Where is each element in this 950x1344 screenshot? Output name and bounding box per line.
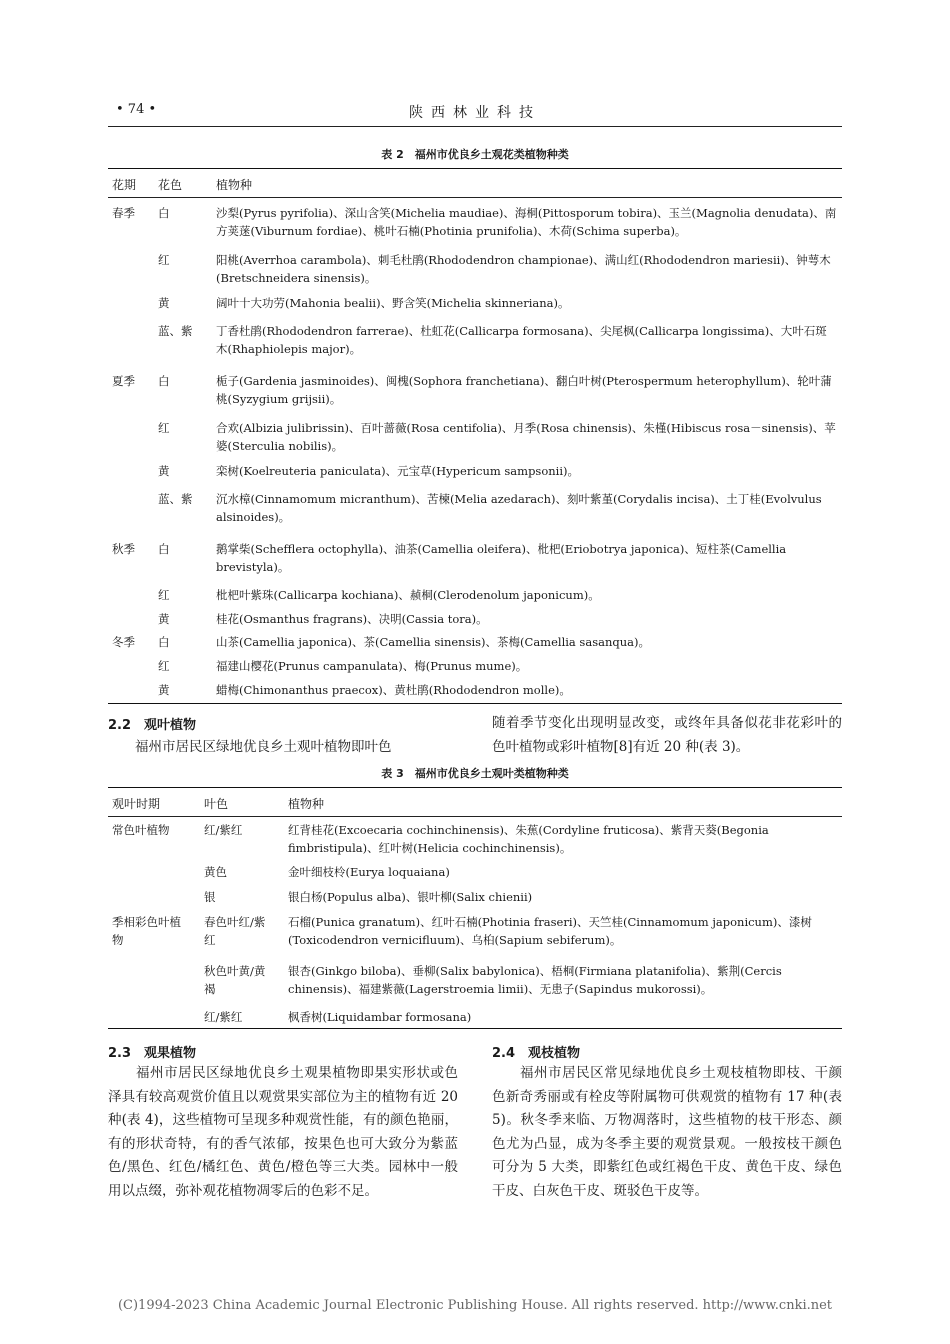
table2-header-color: 花色: [158, 178, 183, 192]
table2-species: 合欢(Albizia julibrissin)、百叶蔷薇(Rosa centifolia)、月季(Rosa chinensis)、朱槿(Hibiscus rosa－sinensis)、苹婆(Sterculia nobilis)。: [216, 421, 836, 453]
table3-header-species: 植物种: [288, 797, 325, 811]
table2-flower-color: 黄: [158, 683, 170, 697]
table2-season: 夏季: [112, 374, 135, 388]
table2-species: 枇杷叶紫珠(Callicarpa kochiana)、赪桐(Clerodenolum japonicum)。: [216, 588, 600, 602]
section-2-3-text: 福州市居民区绿地优良乡土观果植物即果实形状或色泽具有较高观赏价值且以观赏果实部位为主的植物有近 20 种(表 4)，这些植物可呈现多种观赏性能，有的颜色艳丽，有的形状奇特，有的香气浓郁，按果色也可大致分为紫蓝色/黑色、红色/橘红色、黄色/橙色等三大类。园林中一般用以点缀，弥补观花植物凋零后的色彩不足。: [108, 1065, 458, 1199]
table2-flower-color: 蓝、紫: [158, 324, 193, 338]
table3-period: 常色叶植物: [112, 823, 170, 837]
table3-bottom-rule: [108, 1028, 842, 1029]
table2-species: 栀子(Gardenia jasminoides)、闽槐(Sophora franchetiana)、翻白叶树(Pterospermum heterophyllum)、轮叶蒲桃(Syzygium grijsii)。: [216, 374, 832, 406]
table2-species: 沙梨(Pyrus pyrifolia)、深山含笑(Michelia maudiae)、海桐(Pittosporum tobira)、玉兰(Magnolia denudata)、南方荚蒾(Viburnum fordiae)、桃叶石楠(Photinia prunifolia)、木荷(Schima superba)。: [216, 206, 837, 238]
table2-flower-color: 黄: [158, 464, 170, 478]
table2-species: 栾树(Koelreuteria paniculata)、元宝草(Hypericum sampsonii)。: [216, 464, 580, 478]
table2-flower-color: 白: [158, 542, 170, 556]
table3-species: 红背桂花(Excoecaria cochinchinensis)、朱蕉(Cordyline fruticosa)、紫背天葵(Begonia fimbristipula)、红叶树(Helicia cochinchinensis)。: [288, 823, 769, 855]
table3-species: 银白杨(Populus alba)、银叶柳(Salix chienii): [288, 890, 533, 904]
table2-species: 阳桃(Averrhoa carambola)、刺毛杜鹃(Rhododendron championae)、满山红(Rhododendron mariesii)、钟萼木(Bretschneidera sinensis)。: [216, 253, 831, 285]
table2-top-rule: [108, 168, 842, 169]
table2-header-period: 花期: [112, 178, 137, 192]
table3-species: 银杏(Ginkgo biloba)、垂柳(Salix babylonica)、梧桐(Firmiana platanifolia)、紫荆(Cercis chinensis)、福建紫薇(Lagerstroemia limii)、无患子(Sapindus mukorossi)。: [288, 964, 782, 996]
section-2-4-title: 2.4 观枝植物: [492, 1046, 581, 1061]
section-2-3-title: 2.3 观果植物: [108, 1046, 197, 1061]
table2-flower-color: 白: [158, 635, 170, 649]
table3-top-rule: [108, 787, 842, 788]
journal-title: 陕西林业科技: [409, 105, 541, 121]
section-2-2-title: 2.2 观叶植物: [108, 718, 197, 733]
table2-season: 秋季: [112, 542, 135, 556]
table2-flower-color: 白: [158, 374, 170, 388]
table2-species: 蜡梅(Chimonanthus praecox)、黄杜鹃(Rhododendron molle)。: [216, 683, 571, 697]
table2-flower-color: 黄: [158, 612, 170, 626]
section-2-4-text: 福州市居民区常见绿地优良乡土观枝植物即枝、干颜色新奇秀丽或有栓皮等附属物可供观赏的植物有 17 种(表 5)。秋冬季来临、万物凋落时，这些植物的枝干形态、颜色尤为凸显，成为冬季主要的观赏景观。一般按枝干颜色可分为 5 大类，即紫红色或红褐色干皮、黄色干皮、绿色干皮、白灰色干皮、斑驳色干皮等。: [492, 1065, 842, 1199]
table2-season: 冬季: [112, 635, 135, 649]
table3-leaf-color: 红/紫红: [204, 823, 243, 837]
table3-header-color: 叶色: [204, 797, 229, 811]
copyright-footer: (C)1994-2023 China Academic Journal Electronic Publishing House. All rights reserved. http://www.cnki.net: [117, 1298, 833, 1313]
table3-leaf-color: 黄色: [204, 865, 227, 879]
table3-leaf-color: 红/紫红: [204, 1010, 243, 1024]
running-header: [108, 102, 842, 127]
table3-header-period: 观叶时期: [112, 797, 161, 811]
table2-flower-color: 红: [158, 253, 170, 267]
table2-species: 丁香杜鹃(Rhododendron farrerae)、杜虹花(Callicarpa formosana)、尖尾枫(Callicarpa longissima)、大叶石斑木(Rhaphiolepis major)。: [216, 324, 827, 356]
table2-flower-color: 红: [158, 659, 170, 673]
section-2-2-right-text: 随着季节变化出现明显改变，或终年具备似花非花彩叶的色叶植物或彩叶植物[8]有近 20 种(表 3)。: [492, 715, 842, 755]
table3-leaf-color: 银: [204, 890, 216, 904]
table2-caption: 表 2 福州市优良乡土观花类植物种类: [381, 148, 569, 161]
table2-bottom-rule: [108, 703, 842, 704]
table2-flower-color: 红: [158, 421, 170, 435]
table2-species: 福建山樱花(Prunus campanulata)、梅(Prunus mume)。: [216, 659, 528, 673]
table2-flower-color: 蓝、紫: [158, 492, 193, 506]
table3-species: 枫香树(Liquidambar formosana): [288, 1010, 472, 1024]
table2-flower-color: 白: [158, 206, 170, 220]
table2-season: 春季: [112, 206, 135, 220]
table2-species: 沉水樟(Cinnamomum micranthum)、苦楝(Melia azedarach)、刻叶紫堇(Corydalis incisa)、土丁桂(Evolvulus alsinoides)。: [216, 492, 822, 524]
table3-header-rule: [108, 816, 842, 817]
table2-flower-color: 红: [158, 588, 170, 602]
table2-species: 山茶(Camellia japonica)、茶(Camellia sinensis)、茶梅(Camellia sasanqua)。: [216, 635, 650, 649]
table3-period: 季相彩色叶植物: [112, 915, 181, 947]
table3-leaf-color: 秋色叶黄/黄褐: [204, 964, 266, 996]
section-2-2-left-text: 福州市居民区绿地优良乡土观叶植物即叶色: [108, 739, 392, 755]
table2-species: 桂花(Osmanthus fragrans)、决明(Cassia tora)。: [216, 612, 488, 626]
table2-header-rule: [108, 197, 842, 198]
table2-flower-color: 黄: [158, 296, 170, 310]
table2-species: 鹅掌柴(Schefflera octophylla)、油茶(Camellia oleifera)、枇杷(Eriobotrya japonica)、短柱茶(Camellia brevistyla)。: [216, 542, 787, 574]
table3-caption: 表 3 福州市优良乡土观叶类植物种类: [381, 767, 569, 780]
table3-species: 金叶细枝柃(Eurya loquaiana): [288, 865, 450, 879]
page-number: • 74 •: [116, 102, 157, 117]
table3-species: 石榴(Punica granatum)、红叶石楠(Photinia fraseri)、天竺桂(Cinnamomum japonicum)、漆树(Toxicodendron vernicifluum)、乌桕(Sapium sebiferum)。: [288, 915, 812, 947]
table2-header-species: 植物种: [216, 178, 253, 192]
table2-species: 阔叶十大功劳(Mahonia bealii)、野含笑(Michelia skinneriana)。: [216, 296, 570, 310]
table3-leaf-color: 春色叶红/紫红: [204, 915, 266, 947]
